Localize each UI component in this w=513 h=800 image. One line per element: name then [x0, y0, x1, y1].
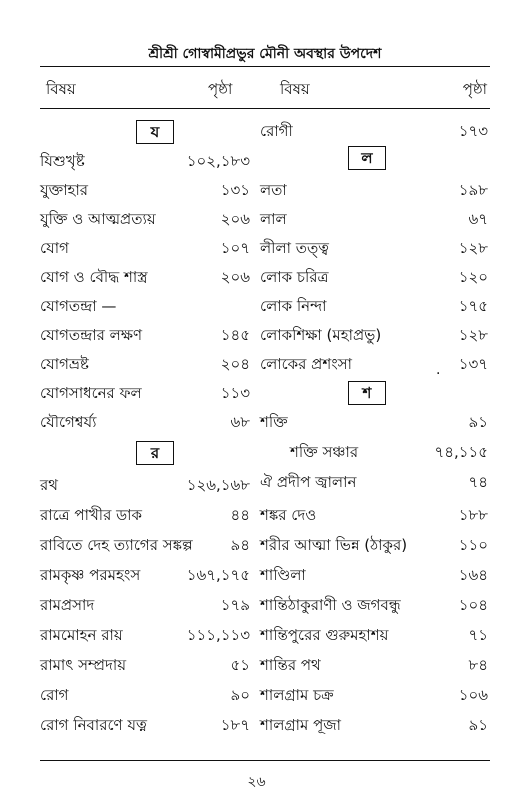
entry-term: যোগতন্দ্রার লক্ষণ [40, 326, 143, 344]
entry-page: ১৭৯ [220, 596, 250, 614]
index-entry [260, 530, 488, 560]
index-entry [260, 500, 488, 530]
entry-term: শান্তিঠাকুরাণী ও জগবন্ধু [260, 596, 401, 614]
entry-page: ৬৭ [468, 210, 488, 228]
entry-page: ১৯৮ [458, 181, 488, 199]
index-entry [260, 650, 488, 680]
entry-term: রাবিতে দেহ ত্যাগের সঙ্কল্প [40, 536, 193, 554]
entry-term: শাণ্ডিলা [260, 566, 306, 584]
entry-term: শক্তি [260, 413, 288, 431]
index-entry [40, 320, 250, 350]
entry-page: ১০৪ [458, 596, 488, 614]
page-header-left: পৃষ্ঠা [208, 80, 233, 98]
index-entry [40, 233, 250, 263]
entry-page: ১৩১ [220, 181, 250, 199]
letter-box-ra: র [136, 441, 174, 465]
stray-mark: · [436, 366, 441, 382]
header-rule-bottom [40, 108, 490, 109]
entry-term: যিশুখৃষ্ট [40, 152, 85, 170]
index-entry [40, 620, 250, 650]
index-entry [260, 467, 488, 497]
page-number: ২৬ [247, 774, 266, 790]
entry-page: ৪৪ [230, 506, 250, 524]
index-entry [260, 349, 488, 379]
subject-header-left: বিষয় [46, 80, 76, 98]
entry-page: ১৬৭,১৭৫ [186, 566, 250, 584]
index-entry [40, 650, 250, 680]
index-entry [40, 175, 250, 205]
entry-term: রামাৎ সম্প্রদায় [40, 656, 127, 674]
entry-term: রামকৃষ্ণ পরমহংস [40, 566, 141, 584]
index-entry [40, 500, 250, 530]
index-entry [260, 320, 488, 350]
index-entry [40, 291, 250, 321]
entry-term: লতা [260, 181, 287, 199]
entry-page: ১৭৫ [458, 297, 488, 315]
entry-page: ৯৪ [230, 536, 250, 554]
entry-page: ১৮৭ [220, 716, 250, 734]
entry-term: ঐ প্রদীপ জ্বালান [260, 473, 357, 491]
entry-term: যোগ ও বৌদ্ধ শাস্ত্র [40, 268, 148, 286]
entry-term: রামমোহন রায় [40, 626, 123, 644]
entry-page: ১৩৭ [458, 355, 488, 373]
index-entry [260, 620, 488, 650]
entry-term: যুক্তাহার [40, 181, 89, 199]
entry-page: ৭১ [468, 626, 488, 644]
entry-term: যৌগেশ্বর্য্য [40, 413, 97, 431]
entry-page: ২০৪ [220, 355, 250, 373]
entry-term: লীলা তত্ত্ব [260, 239, 329, 257]
index-entry [260, 204, 488, 234]
entry-page: ১০২,১৮৩ [186, 152, 250, 170]
index-entry [260, 680, 488, 710]
entry-page: ১২৮ [458, 239, 488, 257]
index-entry [260, 407, 488, 437]
entry-term: যোগসাধনের ফল [40, 384, 142, 402]
entry-page: ২০৬ [220, 268, 250, 286]
index-entry [40, 146, 250, 176]
letter-box-ya: য [136, 120, 174, 144]
entry-page: ১৮৮ [458, 506, 488, 524]
entry-term: লোক নিন্দা [260, 297, 327, 315]
entry-page: ৯১ [468, 413, 488, 431]
entry-term: রামপ্রসাদ [40, 596, 95, 614]
entry-page: ১১০ [458, 536, 488, 554]
page-header-right: পৃষ্ঠা [462, 80, 487, 98]
entry-term: শরীর আত্মা ভিন্ন (ঠাকুর) [260, 536, 408, 554]
entry-term: শান্তিপুরের গুরুমহাশয় [260, 626, 389, 644]
letter-box-sha: শ [348, 381, 386, 405]
entry-term: রাত্রে পাখীর ডাক [40, 506, 142, 524]
entry-page: ১০৬ [458, 686, 488, 704]
index-entry [40, 407, 250, 437]
index-entry [40, 680, 250, 710]
entry-term: রোগী [260, 122, 293, 140]
entry-page: ৮৪ [468, 656, 488, 674]
index-entry [260, 590, 488, 620]
subject-header-right: বিষয় [280, 80, 310, 98]
entry-term: রথ [40, 476, 58, 494]
entry-page: ১০৭ [220, 239, 250, 257]
entry-term: শঙ্কর দেও [260, 506, 317, 524]
index-entry [40, 378, 250, 408]
entry-term: যোগভ্রষ্ট [40, 355, 89, 373]
entry-term: শালগ্রাম চক্র [260, 686, 334, 704]
entry-term: রোগ [40, 686, 69, 704]
entry-page: ৭৪,১১৫ [434, 443, 488, 461]
index-entry [260, 116, 488, 146]
index-entry [40, 204, 250, 234]
index-entry [260, 437, 488, 467]
entry-term: শান্তির পথ [260, 656, 321, 674]
index-entry [40, 470, 250, 500]
index-entry [40, 560, 250, 590]
entry-page: ৫১ [230, 656, 250, 674]
running-head: শ্রীশ্রী গোস্বামীপ্রভুর মৌনী অবস্থার উপদেশ [148, 46, 382, 62]
index-entry [40, 710, 250, 740]
index-entry [260, 560, 488, 590]
entry-page: ১১৩ [220, 384, 250, 402]
entry-term: রোগ নিবারণে যত্ন [40, 716, 147, 734]
index-entry [40, 349, 250, 379]
entry-term: যোগতন্দ্রা — [40, 297, 117, 315]
entry-term: লোকের প্রশংসা [260, 355, 352, 373]
index-entry [40, 530, 250, 560]
footer-rule [40, 760, 490, 761]
entry-page: ৬৮ [230, 413, 250, 431]
entry-page: ১৪৫ [220, 326, 250, 344]
index-entry [260, 262, 488, 292]
entry-term: শালগ্রাম পূজা [260, 716, 342, 734]
entry-term: যুক্তি ও আত্মপ্রত্যয় [40, 210, 156, 228]
entry-term: শক্তি সঞ্চার [290, 443, 359, 461]
entry-page: ১৭৩ [458, 122, 488, 140]
index-entry [260, 175, 488, 205]
header-rule-top [40, 66, 490, 67]
index-entry [40, 262, 250, 292]
index-entry [40, 590, 250, 620]
entry-page: ১২৬,১৬৮ [186, 476, 250, 494]
entry-page: ৭৪ [468, 473, 488, 491]
entry-page: ১১১,১১৩ [186, 626, 250, 644]
index-entry [260, 710, 488, 740]
entry-term: লোক চরিত্র [260, 268, 329, 286]
entry-page: ২০৬ [220, 210, 250, 228]
index-entry [260, 291, 488, 321]
entry-page: ৯১ [468, 716, 488, 734]
letter-box-la: ল [348, 146, 386, 170]
entry-page: ১২৮ [458, 326, 488, 344]
entry-term: যোগ [40, 239, 69, 257]
entry-page: ১২০ [458, 268, 488, 286]
entry-page: ১৬৪ [458, 566, 488, 584]
entry-page: ৯০ [230, 686, 250, 704]
entry-term: লোকশিক্ষা (মহাপ্রভু) [260, 326, 382, 344]
index-entry [260, 233, 488, 263]
entry-term: লাল [260, 210, 287, 228]
